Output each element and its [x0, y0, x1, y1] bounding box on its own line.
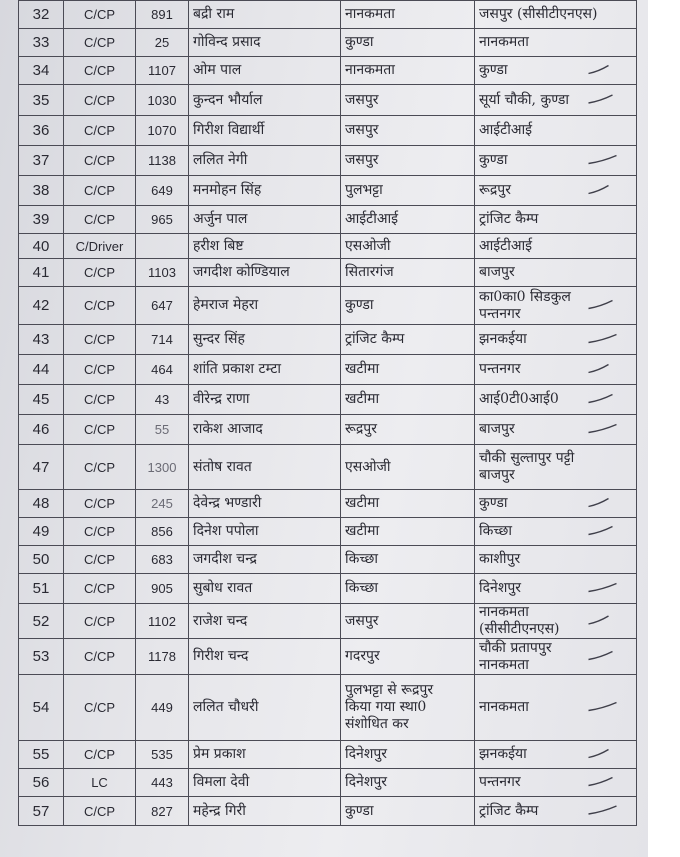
to-cell: पन्तनगर	[475, 769, 637, 797]
from-cell: रूद्रपुर	[341, 415, 475, 445]
from-cell: कुण्डा	[341, 29, 475, 57]
number-cell: 1102	[136, 604, 189, 639]
number-cell: 535	[136, 741, 189, 769]
from-cell: दिनेशपुर	[341, 741, 475, 769]
rank-cell: C/CP	[64, 797, 136, 826]
from-cell: दिनेशपुर	[341, 769, 475, 797]
from-cell: किच्छा	[341, 546, 475, 574]
name-cell: अर्जुन पाल	[189, 206, 341, 234]
from-cell: कुण्डा	[341, 797, 475, 826]
number-cell: 891	[136, 1, 189, 29]
number-cell: 827	[136, 797, 189, 826]
table-row	[19, 675, 637, 741]
number-cell: 714	[136, 325, 189, 355]
name-cell: देवेन्द्र भण्डारी	[189, 490, 341, 518]
to-cell: बाजपुर	[475, 259, 637, 287]
rank-cell: C/CP	[64, 146, 136, 176]
serial-cell: 56	[19, 769, 64, 797]
from-cell: एसओजी	[341, 234, 475, 259]
from-cell: आईटीआई	[341, 206, 475, 234]
name-cell: हेमराज मेहरा	[189, 287, 341, 325]
table-row	[19, 325, 637, 355]
to-cell: किच्छा	[475, 518, 637, 546]
rank-cell: C/CP	[64, 116, 136, 146]
name-cell: जगदीश कोण्डियाल	[189, 259, 341, 287]
name-cell: शांति प्रकाश टम्टा	[189, 355, 341, 385]
rank-cell: C/CP	[64, 385, 136, 415]
from-cell: ट्रांजिट कैम्प	[341, 325, 475, 355]
serial-cell: 54	[19, 675, 64, 741]
rank-cell: C/CP	[64, 29, 136, 57]
table-row	[19, 797, 637, 826]
rank-cell: C/CP	[64, 574, 136, 604]
rank-cell: C/CP	[64, 415, 136, 445]
name-cell: गोविन्द प्रसाद	[189, 29, 341, 57]
table-row	[19, 146, 637, 176]
to-cell: काशीपुर	[475, 546, 637, 574]
to-cell: ट्रांजिट कैम्प	[475, 206, 637, 234]
number-cell: 647	[136, 287, 189, 325]
rank-cell: C/CP	[64, 639, 136, 675]
number-cell: 1070	[136, 116, 189, 146]
serial-cell: 33	[19, 29, 64, 57]
name-cell: सुबोध रावत	[189, 574, 341, 604]
to-cell: झनकईया	[475, 741, 637, 769]
serial-cell: 57	[19, 797, 64, 826]
to-cell: का0का0 सिडकुल पन्तनगर	[475, 287, 637, 325]
to-cell: जसपुर (सीसीटीएनएस)	[475, 1, 637, 29]
name-cell: सुन्दर सिंह	[189, 325, 341, 355]
number-cell: 43	[136, 385, 189, 415]
number-cell: 449	[136, 675, 189, 741]
name-cell: ललित नेगी	[189, 146, 341, 176]
from-cell: कुण्डा	[341, 287, 475, 325]
rank-cell: C/CP	[64, 325, 136, 355]
number-cell: 856	[136, 518, 189, 546]
serial-cell: 35	[19, 85, 64, 116]
number-cell	[136, 234, 189, 259]
table-row	[19, 116, 637, 146]
to-cell: पन्तनगर	[475, 355, 637, 385]
from-cell: जसपुर	[341, 146, 475, 176]
from-cell: जसपुर	[341, 604, 475, 639]
table-row	[19, 176, 637, 206]
rank-cell: C/CP	[64, 546, 136, 574]
number-cell: 649	[136, 176, 189, 206]
table-row	[19, 206, 637, 234]
serial-cell: 39	[19, 206, 64, 234]
name-cell: गिरीश चन्द	[189, 639, 341, 675]
table-row	[19, 546, 637, 574]
table-row	[19, 385, 637, 415]
serial-cell: 51	[19, 574, 64, 604]
table-row	[19, 287, 637, 325]
table-row	[19, 604, 637, 639]
from-cell: खटीमा	[341, 518, 475, 546]
to-cell: चौकी सुल्तापुर पट्टी बाजपुर	[475, 445, 637, 490]
number-cell: 443	[136, 769, 189, 797]
number-cell: 965	[136, 206, 189, 234]
table-row	[19, 234, 637, 259]
rank-cell: C/CP	[64, 176, 136, 206]
name-cell: बद्री राम	[189, 1, 341, 29]
serial-cell: 50	[19, 546, 64, 574]
from-cell: जसपुर	[341, 116, 475, 146]
from-cell: खटीमा	[341, 490, 475, 518]
serial-cell: 46	[19, 415, 64, 445]
from-cell: जसपुर	[341, 85, 475, 116]
number-cell: 1300	[136, 445, 189, 490]
rank-cell: C/CP	[64, 206, 136, 234]
from-cell: नानकमता	[341, 1, 475, 29]
number-cell: 1178	[136, 639, 189, 675]
number-cell: 25	[136, 29, 189, 57]
rank-cell: C/CP	[64, 741, 136, 769]
rank-cell: C/CP	[64, 85, 136, 116]
table-row	[19, 1, 637, 29]
name-cell: हरीश बिष्ट	[189, 234, 341, 259]
to-cell: कुण्डा	[475, 490, 637, 518]
name-cell: मनमोहन सिंह	[189, 176, 341, 206]
rank-cell: C/CP	[64, 57, 136, 85]
table-row	[19, 415, 637, 445]
table-row	[19, 57, 637, 85]
to-cell: आईटीआई	[475, 116, 637, 146]
from-cell: किच्छा	[341, 574, 475, 604]
name-cell: गिरीश विद्यार्थी	[189, 116, 341, 146]
name-cell: राजेश चन्द	[189, 604, 341, 639]
serial-cell: 52	[19, 604, 64, 639]
number-cell: 1138	[136, 146, 189, 176]
name-cell: दिनेश पपोला	[189, 518, 341, 546]
name-cell: महेन्द्र गिरी	[189, 797, 341, 826]
rank-cell: C/CP	[64, 518, 136, 546]
rank-cell: C/CP	[64, 259, 136, 287]
serial-cell: 34	[19, 57, 64, 85]
name-cell: जगदीश चन्द्र	[189, 546, 341, 574]
from-cell: गदरपुर	[341, 639, 475, 675]
serial-cell: 55	[19, 741, 64, 769]
serial-cell: 41	[19, 259, 64, 287]
from-cell: पुलभट्टा से रूद्रपुर किया गया स्था0 संशोधित कर	[341, 675, 475, 741]
table-row	[19, 85, 637, 116]
name-cell: वीरेन्द्र राणा	[189, 385, 341, 415]
serial-cell: 47	[19, 445, 64, 490]
table-row	[19, 639, 637, 675]
from-cell: नानकमता	[341, 57, 475, 85]
transfer-table	[18, 0, 637, 826]
serial-cell: 38	[19, 176, 64, 206]
rank-cell: C/CP	[64, 445, 136, 490]
number-cell: 55	[136, 415, 189, 445]
from-cell: पुलभट्टा	[341, 176, 475, 206]
to-cell: रूद्रपुर	[475, 176, 637, 206]
table-row	[19, 518, 637, 546]
serial-cell: 53	[19, 639, 64, 675]
number-cell: 1103	[136, 259, 189, 287]
number-cell: 245	[136, 490, 189, 518]
to-cell: आईटीआई	[475, 234, 637, 259]
table-row	[19, 769, 637, 797]
name-cell: विमला देवी	[189, 769, 341, 797]
table-row	[19, 574, 637, 604]
rank-cell: LC	[64, 769, 136, 797]
rank-cell: C/CP	[64, 675, 136, 741]
name-cell: कुन्दन भौर्याल	[189, 85, 341, 116]
serial-cell: 42	[19, 287, 64, 325]
to-cell: दिनेशपुर	[475, 574, 637, 604]
serial-cell: 37	[19, 146, 64, 176]
to-cell: झनकईया	[475, 325, 637, 355]
table-row	[19, 490, 637, 518]
name-cell: ओम पाल	[189, 57, 341, 85]
to-cell: नानकमता (सीसीटीएनएस)	[475, 604, 637, 639]
to-cell: नानकमता	[475, 29, 637, 57]
name-cell: संतोष रावत	[189, 445, 341, 490]
from-cell: एसओजी	[341, 445, 475, 490]
number-cell: 683	[136, 546, 189, 574]
serial-cell: 36	[19, 116, 64, 146]
number-cell: 1030	[136, 85, 189, 116]
rank-cell: C/Driver	[64, 234, 136, 259]
serial-cell: 32	[19, 1, 64, 29]
table-row	[19, 741, 637, 769]
from-cell: सितारगंज	[341, 259, 475, 287]
table-row	[19, 259, 637, 287]
table-row	[19, 445, 637, 490]
name-cell: राकेश आजाद	[189, 415, 341, 445]
table-row	[19, 355, 637, 385]
serial-cell: 49	[19, 518, 64, 546]
from-cell: खटीमा	[341, 385, 475, 415]
to-cell: सूर्या चौकी, कुण्डा	[475, 85, 637, 116]
number-cell: 464	[136, 355, 189, 385]
to-cell: ट्रांजिट कैम्प	[475, 797, 637, 826]
serial-cell: 40	[19, 234, 64, 259]
rank-cell: C/CP	[64, 604, 136, 639]
number-cell: 905	[136, 574, 189, 604]
serial-cell: 44	[19, 355, 64, 385]
rank-cell: C/CP	[64, 1, 136, 29]
serial-cell: 48	[19, 490, 64, 518]
rank-cell: C/CP	[64, 490, 136, 518]
name-cell: प्रेम प्रकाश	[189, 741, 341, 769]
from-cell: खटीमा	[341, 355, 475, 385]
to-cell: कुण्डा	[475, 57, 637, 85]
table-row	[19, 29, 637, 57]
transfer-table-body	[19, 1, 637, 826]
rank-cell: C/CP	[64, 287, 136, 325]
to-cell: बाजपुर	[475, 415, 637, 445]
to-cell: नानकमता	[475, 675, 637, 741]
name-cell: ललित चौधरी	[189, 675, 341, 741]
to-cell: आई0टी0आई0	[475, 385, 637, 415]
serial-cell: 45	[19, 385, 64, 415]
rank-cell: C/CP	[64, 355, 136, 385]
to-cell: कुण्डा	[475, 146, 637, 176]
serial-cell: 43	[19, 325, 64, 355]
number-cell: 1107	[136, 57, 189, 85]
to-cell: चौकी प्रतापपुर नानकमता	[475, 639, 637, 675]
